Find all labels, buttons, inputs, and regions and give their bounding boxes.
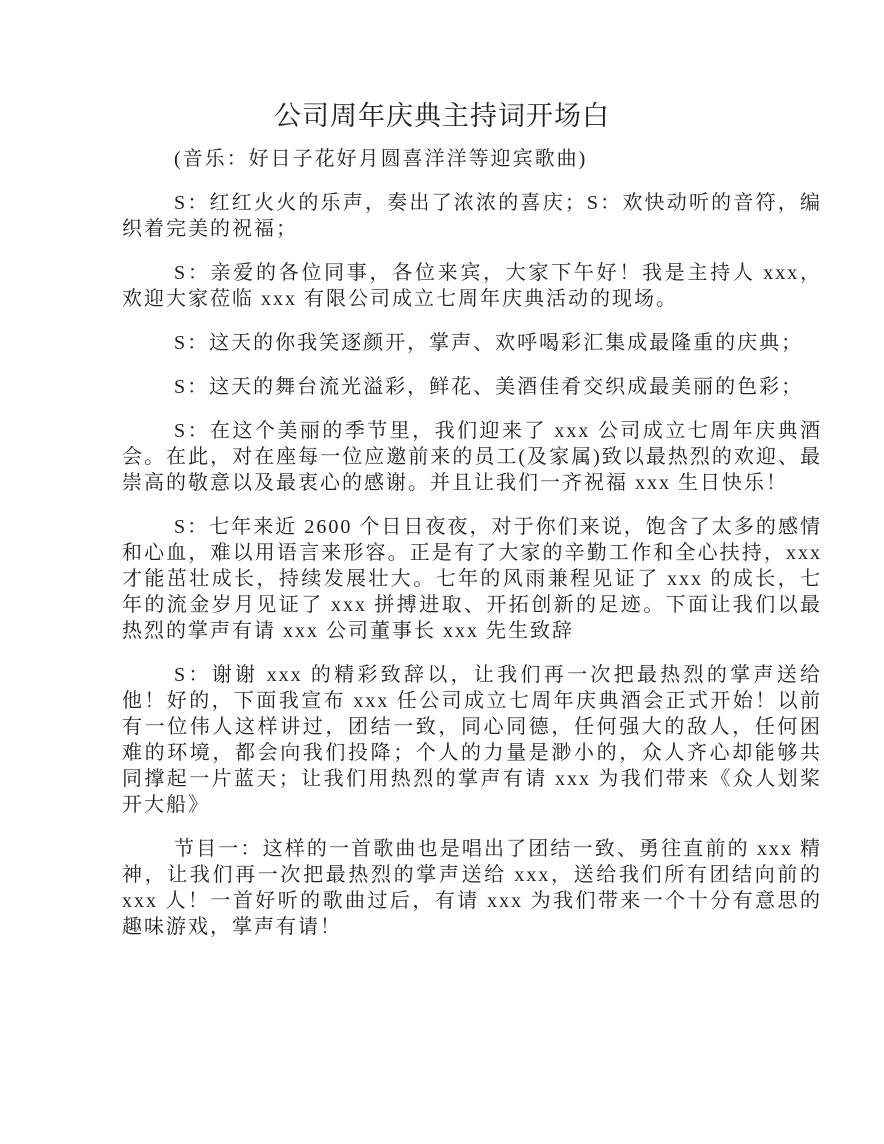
paragraph: S：这天的舞台流光溢彩，鲜花、美酒佳肴交织成最美丽的色彩；	[174, 376, 804, 398]
document-title: 公司周年庆典主持词开场白	[274, 101, 610, 131]
paragraph: S：亲爱的各位同事，各位来宾，大家下午好！我是主持人 xxx，欢迎大家莅临 xxx 有限公司成立七周年庆典活动的现场。	[122, 262, 822, 310]
document-body	[0, 134, 884, 940]
paragraph: S：红红火火的乐声，奏出了浓浓的喜庆；S：欢快动听的音符，编织着完美的祝福；	[122, 192, 822, 240]
paragraph: S：这天的你我笑逐颜开，掌声、欢呼喝彩汇集成最隆重的庆典；	[174, 332, 804, 354]
paragraph: S：谢谢 xxx 的精彩致辞以，让我们再一次把最热烈的掌声送给他！好的，下面我宣布 xxx 任公司成立七周年庆典酒会正式开始！以前有一位伟人这样讲过，团结一致，同心同德，任何强大的敌人，任何困难的环境，都会向我们投降；个人的力量是渺小的，众人齐心却能够共同撑起一片蓝天；让我们用热烈的掌声有请 xxx 为我们带来《众人划桨开大船》	[122, 664, 822, 816]
paragraph-music-cue: (音乐：好日子花好月圆喜洋洋等迎宾歌曲)	[174, 148, 588, 170]
paragraph: S：七年来近 2600 个日日夜夜，对于你们来说，饱含了太多的感情和心血，难以用语言来形容。正是有了大家的辛勤工作和全心扶持，xxx 才能茁壮成长，持续发展壮大。七年的风雨兼程见证了 xxx 的成长，七年的流金岁月见证了 xxx 拼搏进取、开拓创新的足迹。下面让我们以最热烈的掌声有请 xxx 公司董事长 xxx 先生致辞	[122, 516, 822, 642]
paragraph: S：在这个美丽的季节里，我们迎来了 xxx 公司成立七周年庆典酒会。在此，对在座每一位应邀前来的员工(及家属)致以最热烈的欢迎、最崇高的敬意以及最衷心的感谢。并且让我们一齐祝福 xxx 生日快乐！	[122, 420, 822, 494]
paragraph-program-one: 节目一：这样的一首歌曲也是唱出了团结一致、勇往直前的 xxx 精神，让我们再一次把最热烈的掌声送给 xxx，送给我们所有团结向前的 xxx 人！一首好听的歌曲过后，有请 xxx 为我们带来一个十分有意思的趣味游戏，掌声有请！	[122, 838, 822, 938]
